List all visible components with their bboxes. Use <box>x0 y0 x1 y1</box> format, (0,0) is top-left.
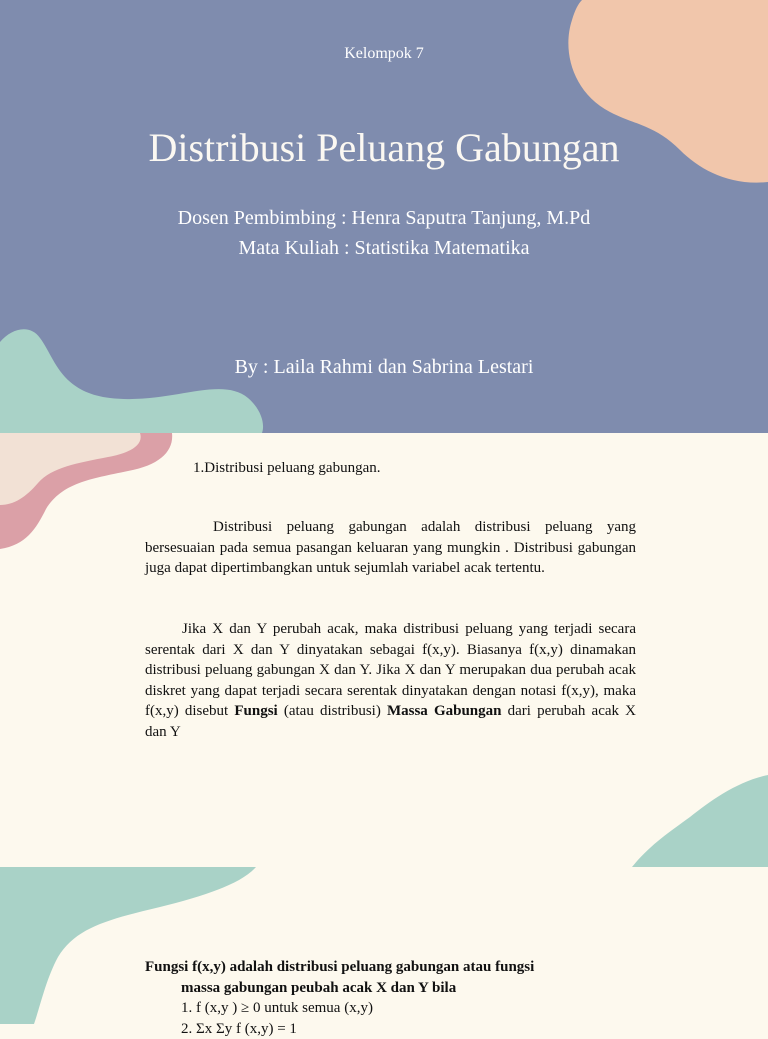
text-run: dari perubah acak X dan Y <box>145 703 636 740</box>
group-label: Kelompok 7 <box>0 45 768 63</box>
definition-line-2: massa gabungan peubah acak X dan Y bila <box>145 978 534 999</box>
mint-blob-bottom <box>632 775 768 867</box>
condition-item-2: 2. Σx Σy f (x,y) = 1 <box>145 1019 534 1039</box>
paragraph-definition: Distribusi peluang gabungan adalah distribusi peluang yang bersesuaian pada semua pasangan keluaran yang mungkin . Distribusi gabungan juga dapat dipertimbangkan untuk sejumlah variabel acak tertentu. <box>145 517 636 579</box>
lecturer-line: Dosen Pembimbing : Henra Saputra Tanjung, M.Pd <box>0 203 768 233</box>
content-slide-1 <box>0 433 768 867</box>
presentation-title: Distribusi Peluang Gabungan <box>0 124 768 171</box>
text-run: (atau distribusi) <box>278 703 387 719</box>
subtitle <box>0 203 768 263</box>
paragraph-explanation <box>145 619 636 742</box>
condition-item-1: 1. f (x,y ) ≥ 0 untuk semua (x,y) <box>145 998 534 1019</box>
authors-line: By : Laila Rahmi dan Sabrina Lestari <box>0 356 768 379</box>
definition-block <box>145 957 534 1039</box>
bold-term-fungsi: Fungsi <box>234 703 277 719</box>
title-slide <box>0 0 768 433</box>
definition-line-1: Fungsi f(x,y) adalah distribusi peluang gabungan atau fungsi <box>145 957 534 978</box>
text-run: Jika X dan Y perubah acak, maka distribusi peluang yang terjadi secara serentak dari X dan Y dinyatakan sebagai f(x,y). Biasanya f(x,y) dinamakan distribusi peluang gabungan X dan Y. Jika X dan Y merupakan dua perubah acak diskret yang dapat terjadi secara serentak dinyatakan dengan notasi f(x,y), maka f(x,y) disebut <box>145 621 636 719</box>
mint-blob-top <box>0 329 263 433</box>
course-line: Mata Kuliah : Statistika Matematika <box>0 233 768 263</box>
content-slide-2 <box>0 867 768 1024</box>
section-heading: 1.Distribusi peluang gabungan. <box>193 460 380 477</box>
bold-term-massa-gabungan: Massa Gabungan <box>387 703 502 719</box>
